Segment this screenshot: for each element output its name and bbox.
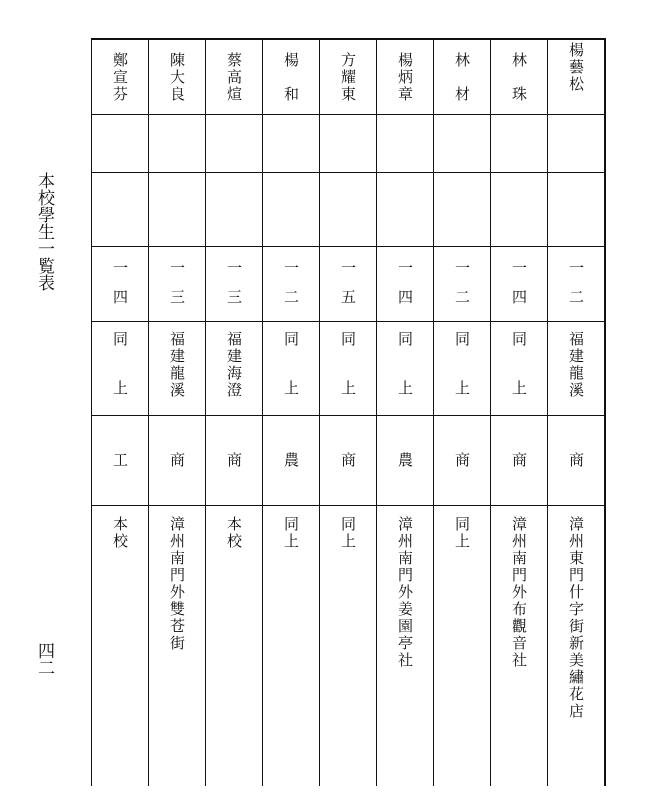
- student-origin: 同上: [396, 331, 414, 429]
- student-address: 同上: [282, 516, 300, 550]
- student-name: 楊藝松: [567, 42, 585, 93]
- student-origin: 同上: [282, 331, 300, 429]
- student-name: 方耀東: [339, 52, 357, 103]
- student-grade: 一四: [111, 260, 129, 318]
- student-grade: 一二: [567, 260, 585, 318]
- student-address: 漳州南門外姜園亭社: [396, 516, 414, 669]
- student-grade: 一四: [396, 260, 414, 318]
- student-address: 本校: [111, 516, 129, 550]
- student-name: 林 珠: [510, 52, 528, 103]
- student-address: 同上: [453, 516, 471, 550]
- student-grade: 一二: [282, 260, 300, 318]
- student-occupation: 商: [168, 452, 186, 469]
- student-address: 漳州南門外雙苍街: [168, 516, 186, 652]
- student-address: 本校: [225, 516, 243, 550]
- student-origin: 同上: [453, 331, 471, 429]
- student-origin: 福建龍溪: [168, 331, 186, 399]
- student-occupation: 商: [339, 452, 357, 469]
- student-occupation: 農: [396, 452, 414, 469]
- page-number: 四二: [34, 642, 54, 676]
- student-name: 鄭宣芬: [111, 52, 129, 103]
- student-occupation: 農: [282, 452, 300, 469]
- student-occupation: 商: [567, 452, 585, 469]
- student-origin: 同上: [510, 331, 528, 429]
- student-column: [490, 38, 547, 786]
- table-right-border: [604, 38, 606, 786]
- student-grade: 一二: [453, 260, 471, 318]
- student-column: [547, 38, 604, 786]
- student-grade: 一三: [225, 260, 243, 318]
- student-occupation: 商: [225, 452, 243, 469]
- student-column: [148, 38, 205, 786]
- student-occupation: 商: [453, 452, 471, 469]
- student-address: 漳州東門什字街新美繡花店: [567, 516, 585, 720]
- student-table: [91, 38, 605, 786]
- student-occupation: 工: [111, 452, 129, 469]
- student-name: 蔡高煊: [225, 52, 243, 103]
- student-address: 漳州南門外布觀音社: [510, 516, 528, 669]
- student-name: 楊 和: [282, 52, 300, 103]
- student-column: [91, 38, 148, 786]
- student-column: [319, 38, 376, 786]
- student-grade: 一四: [510, 260, 528, 318]
- student-occupation: 商: [510, 452, 528, 469]
- student-grade: 一五: [339, 260, 357, 318]
- student-origin: 同上: [111, 331, 129, 429]
- student-name: 林 材: [453, 52, 471, 103]
- student-column: [205, 38, 262, 786]
- student-origin: 同上: [339, 331, 357, 429]
- student-origin: 福建海澄: [225, 331, 243, 399]
- student-grade: 一三: [168, 260, 186, 318]
- student-origin: 福建龍溪: [567, 331, 585, 399]
- student-column: [433, 38, 490, 786]
- student-column: [262, 38, 319, 786]
- student-address: 同上: [339, 516, 357, 550]
- student-name: 陳大良: [168, 52, 186, 103]
- document-side-title: 本校學生一覧表: [34, 172, 54, 291]
- student-name: 楊炳章: [396, 52, 414, 103]
- student-column: [376, 38, 433, 786]
